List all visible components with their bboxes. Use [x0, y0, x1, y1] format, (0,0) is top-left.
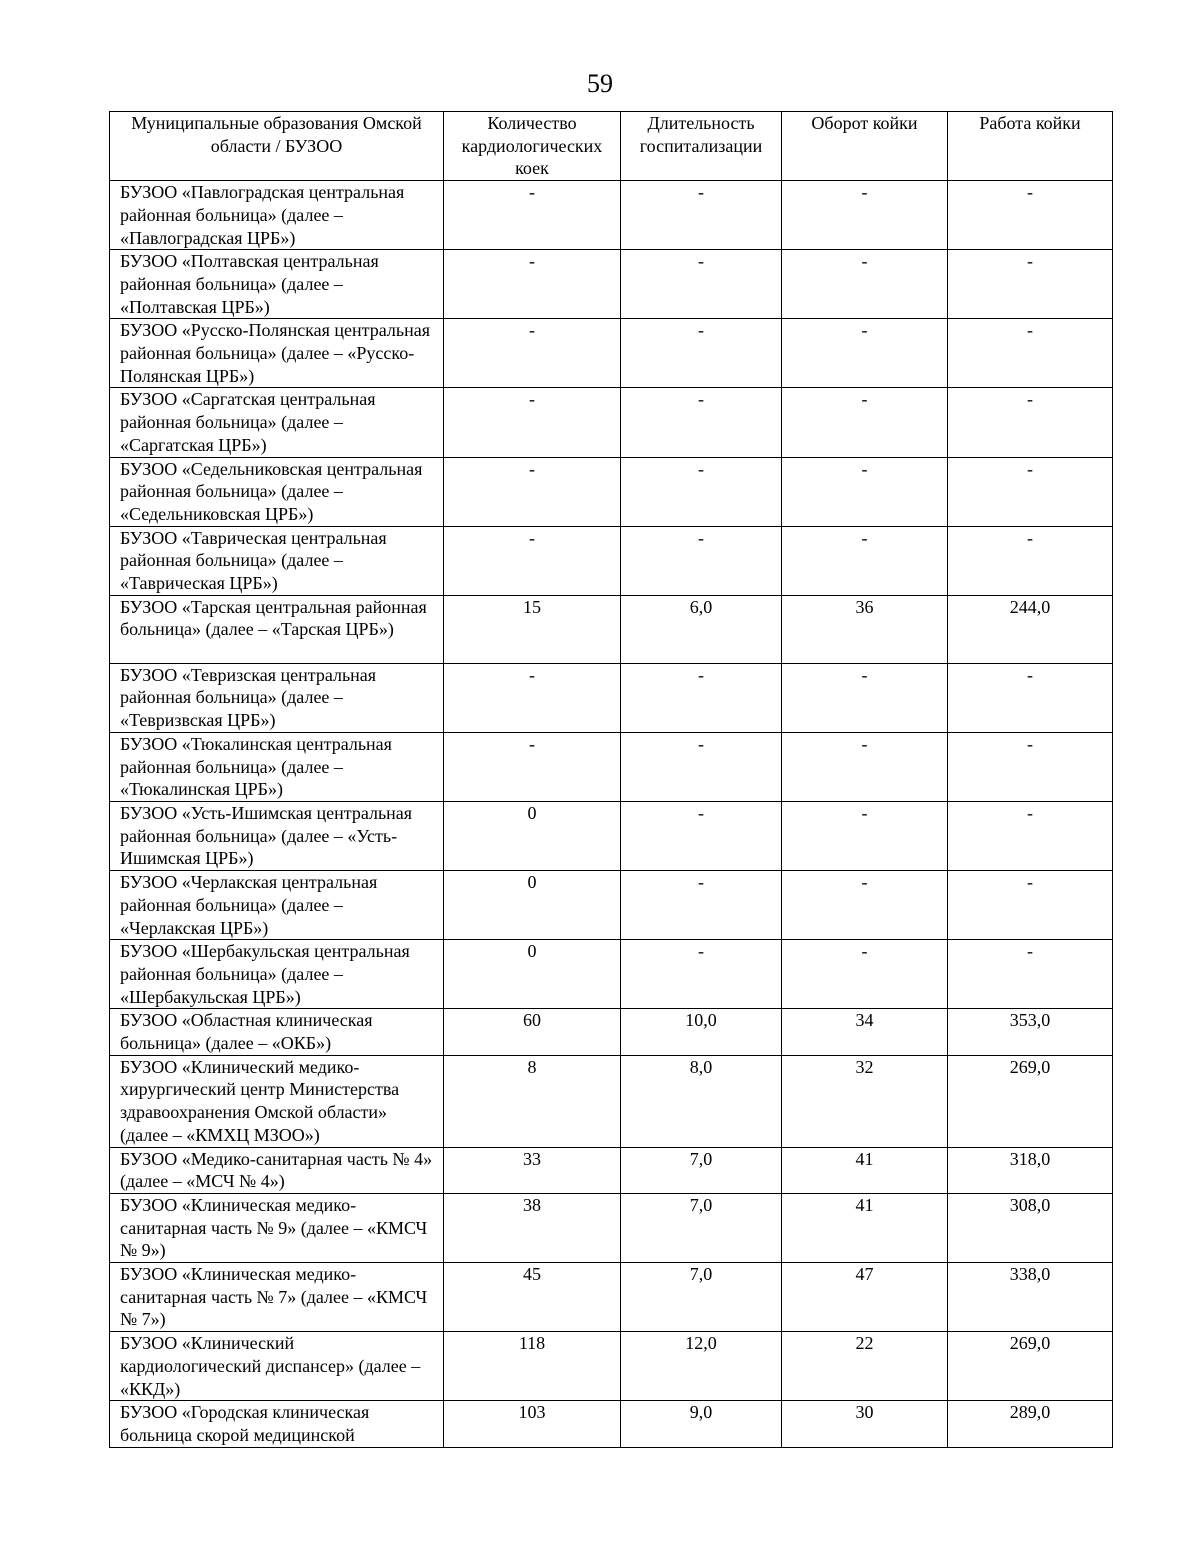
- bed-count: -: [444, 181, 621, 250]
- stay-duration: -: [621, 732, 782, 801]
- institution-name: БУЗОО «Клинический кардиологический диспансер» (далее – «ККД»): [110, 1332, 444, 1401]
- page-number: 59: [587, 69, 613, 98]
- table-row: [110, 250, 1113, 319]
- bed-count: 38: [444, 1193, 621, 1262]
- institution-name: БУЗОО «Областная клиническая больница» (далее – «ОКБ»): [110, 1009, 444, 1055]
- stay-duration: -: [621, 663, 782, 732]
- hospital-beds-table: [109, 111, 1113, 1448]
- stay-duration: -: [621, 388, 782, 457]
- table-row: [110, 457, 1113, 526]
- stay-duration: -: [621, 319, 782, 388]
- bed-count: 103: [444, 1401, 621, 1447]
- table-row: [110, 940, 1113, 1009]
- bed-work: 308,0: [948, 1193, 1113, 1262]
- bed-count: 33: [444, 1147, 621, 1193]
- bed-work: -: [948, 319, 1113, 388]
- column-header-municipality: Муниципальные образования Омской области / БУЗОО: [110, 112, 444, 181]
- table-row: [110, 1147, 1113, 1193]
- table-row: [110, 319, 1113, 388]
- bed-count: 8: [444, 1055, 621, 1147]
- stay-duration: -: [621, 526, 782, 595]
- bed-turnover: 32: [782, 1055, 948, 1147]
- stay-duration: 8,0: [621, 1055, 782, 1147]
- stay-duration: -: [621, 801, 782, 870]
- institution-name: БУЗОО «Городская клиническая больница скорой медицинской: [110, 1401, 444, 1447]
- institution-name: БУЗОО «Тевризская центральная районная больница» (далее – «Тевризвская ЦРБ»): [110, 663, 444, 732]
- stay-duration: 10,0: [621, 1009, 782, 1055]
- stay-duration: 9,0: [621, 1401, 782, 1447]
- bed-count: 0: [444, 940, 621, 1009]
- bed-turnover: 22: [782, 1332, 948, 1401]
- table-row: [110, 663, 1113, 732]
- table-row: [110, 1332, 1113, 1401]
- bed-turnover: -: [782, 526, 948, 595]
- stay-duration: -: [621, 457, 782, 526]
- bed-count: -: [444, 319, 621, 388]
- institution-name: БУЗОО «Полтавская центральная районная больница» (далее – «Полтавская ЦРБ»): [110, 250, 444, 319]
- bed-count: -: [444, 388, 621, 457]
- bed-count: 118: [444, 1332, 621, 1401]
- bed-work: -: [948, 663, 1113, 732]
- bed-work: 269,0: [948, 1055, 1113, 1147]
- institution-name: БУЗОО «Клиническая медико-санитарная часть № 7» (далее – «КМСЧ № 7»): [110, 1263, 444, 1332]
- bed-turnover: 41: [782, 1193, 948, 1262]
- table-row: [110, 595, 1113, 663]
- bed-count: 45: [444, 1263, 621, 1332]
- bed-count: -: [444, 663, 621, 732]
- bed-count: -: [444, 732, 621, 801]
- institution-name: БУЗОО «Клинический медико-хирургический центр Министерства здравоохранения Омской области» (далее – «КМХЦ МЗОО»): [110, 1055, 444, 1147]
- stay-duration: -: [621, 940, 782, 1009]
- bed-turnover: 36: [782, 595, 948, 663]
- bed-work: 318,0: [948, 1147, 1113, 1193]
- institution-name: БУЗОО «Русско-Полянская центральная районная больница» (далее – «Русско-Полянская ЦРБ»): [110, 319, 444, 388]
- institution-name: БУЗОО «Клиническая медико-санитарная часть № 9» (далее – «КМСЧ № 9»): [110, 1193, 444, 1262]
- stay-duration: 7,0: [621, 1147, 782, 1193]
- bed-turnover: 30: [782, 1401, 948, 1447]
- table-row: [110, 1055, 1113, 1147]
- table-row: [110, 801, 1113, 870]
- institution-name: БУЗОО «Медико-санитарная часть № 4» (далее – «МСЧ № 4»): [110, 1147, 444, 1193]
- bed-count: -: [444, 457, 621, 526]
- bed-count: 60: [444, 1009, 621, 1055]
- institution-name: БУЗОО «Седельниковская центральная районная больница» (далее – «Седельниковская ЦРБ»): [110, 457, 444, 526]
- bed-turnover: 47: [782, 1263, 948, 1332]
- bed-work: -: [948, 181, 1113, 250]
- table-row: [110, 526, 1113, 595]
- bed-work: 244,0: [948, 595, 1113, 663]
- stay-duration: -: [621, 871, 782, 940]
- table-row: [110, 181, 1113, 250]
- bed-turnover: -: [782, 250, 948, 319]
- stay-duration: 7,0: [621, 1193, 782, 1262]
- bed-count: 15: [444, 595, 621, 663]
- institution-name: БУЗОО «Таврическая центральная районная больница» (далее – «Таврическая ЦРБ»): [110, 526, 444, 595]
- bed-turnover: -: [782, 457, 948, 526]
- bed-count: -: [444, 250, 621, 319]
- stay-duration: -: [621, 181, 782, 250]
- bed-work: -: [948, 526, 1113, 595]
- bed-turnover: 41: [782, 1147, 948, 1193]
- table-row: [110, 1009, 1113, 1055]
- bed-work: -: [948, 940, 1113, 1009]
- bed-turnover: -: [782, 319, 948, 388]
- bed-turnover: -: [782, 940, 948, 1009]
- stay-duration: -: [621, 250, 782, 319]
- institution-name: БУЗОО «Черлакская центральная районная больница» (далее – «Черлакская ЦРБ»): [110, 871, 444, 940]
- table-row: [110, 388, 1113, 457]
- bed-work: -: [948, 388, 1113, 457]
- stay-duration: 6,0: [621, 595, 782, 663]
- bed-work: -: [948, 250, 1113, 319]
- table-row: [110, 1401, 1113, 1447]
- column-header-bed-count: Количество кардиологических коек: [444, 112, 621, 181]
- bed-turnover: -: [782, 663, 948, 732]
- bed-count: 0: [444, 801, 621, 870]
- column-header-stay-duration: Длительность госпитализации: [621, 112, 782, 181]
- bed-work: -: [948, 732, 1113, 801]
- institution-name: БУЗОО «Саргатская центральная районная больница» (далее – «Саргатская ЦРБ»): [110, 388, 444, 457]
- bed-work: -: [948, 457, 1113, 526]
- bed-turnover: -: [782, 388, 948, 457]
- institution-name: БУЗОО «Усть-Ишимская центральная районная больница» (далее – «Усть-Ишимская ЦРБ»): [110, 801, 444, 870]
- bed-work: -: [948, 871, 1113, 940]
- bed-turnover: -: [782, 871, 948, 940]
- bed-turnover: 34: [782, 1009, 948, 1055]
- bed-turnover: -: [782, 181, 948, 250]
- table-row: [110, 871, 1113, 940]
- stay-duration: 7,0: [621, 1263, 782, 1332]
- institution-name: БУЗОО «Шербакульская центральная районная больница» (далее – «Шербакульская ЦРБ»): [110, 940, 444, 1009]
- stay-duration: 12,0: [621, 1332, 782, 1401]
- table-row: [110, 732, 1113, 801]
- bed-work: 353,0: [948, 1009, 1113, 1055]
- table-header-row: [110, 112, 1113, 181]
- column-header-bed-turnover: Оборот койки: [782, 112, 948, 181]
- bed-work: -: [948, 801, 1113, 870]
- bed-work: 269,0: [948, 1332, 1113, 1401]
- bed-turnover: -: [782, 732, 948, 801]
- bed-count: 0: [444, 871, 621, 940]
- table-row: [110, 1263, 1113, 1332]
- institution-name: БУЗОО «Павлоградская центральная районная больница» (далее – «Павлоградская ЦРБ»): [110, 181, 444, 250]
- bed-turnover: -: [782, 801, 948, 870]
- column-header-bed-work: Работа койки: [948, 112, 1113, 181]
- bed-work: 289,0: [948, 1401, 1113, 1447]
- institution-name: БУЗОО «Тарская центральная районная больница» (далее – «Тарская ЦРБ»): [110, 595, 444, 663]
- bed-count: -: [444, 526, 621, 595]
- table-row: [110, 1193, 1113, 1262]
- bed-work: 338,0: [948, 1263, 1113, 1332]
- institution-name: БУЗОО «Тюкалинская центральная районная больница» (далее – «Тюкалинская ЦРБ»): [110, 732, 444, 801]
